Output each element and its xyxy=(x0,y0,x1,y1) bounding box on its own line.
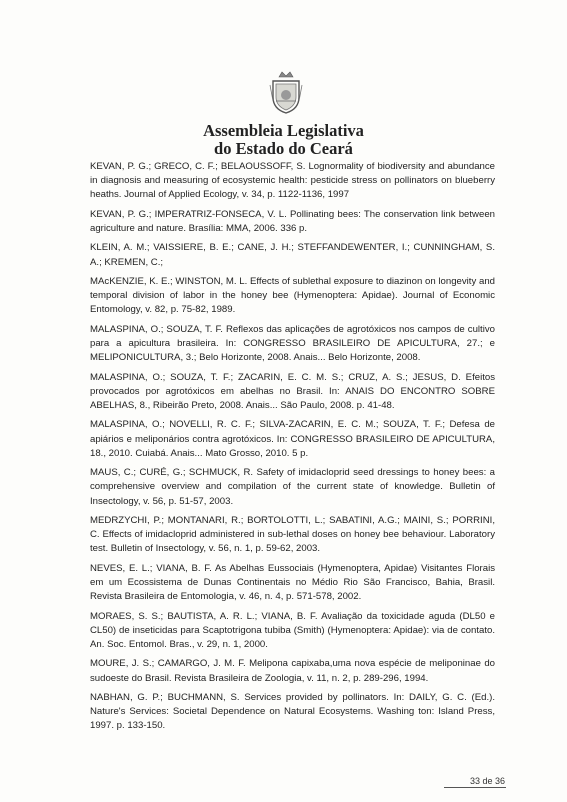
reference-entry: MALASPINA, O.; SOUZA, T. F. Reflexos das aplicações de agrotóxicos nos campos de cultivo para a apicultura brasileira. In: CONGRESSO BRASILEIRO DE APICULTURA, 27.; e MELIPONICULTURA, 3.; Belo Horizonte, 2008. Anais... Belo Horizonte, 2008. xyxy=(90,323,495,364)
reference-entry: KLEIN, A. M.; VAISSIERE, B. E.; CANE, J. H.; STEFFANDEWENTER, I.; CUNNINGHAM, S. A.; KREMEN, C.; xyxy=(90,242,495,268)
state-coat-of-arms-icon xyxy=(268,71,304,115)
page-number: 33 de 36 xyxy=(469,776,505,786)
reference-entry: MOURE, J. S.; CAMARGO, J. M. F. Melipona capixaba,uma nova espécie de meliponinae do sudoeste do Brasil. Revista Brasileira de Zoologia, v. 11, n. 2, p. 289-296, 1994. xyxy=(90,658,495,684)
reference-entry: MAcKENZIE, K. E.; WINSTON, M. L. Effects of sublethal exposure to diazinon on longevity and temporal division of labor in the honey bee (Hymenoptera: Apidae). Journal of Economic Entomology, v. 82, p. 75-82, 1989. xyxy=(90,275,495,316)
reference-entry: MEDRZYCHI, P.; MONTANARI, R.; BORTOLOTTI, L.; SABATINI, A.G.; MAINI, S.; PORRINI, C. Effects of imidacloprid administered in sub-lethal doses on honey bee behaviour. Laboratory test. Bulletin of Insectology, v. 56, n. 1, p. 59-62, 2003. xyxy=(90,514,495,555)
reference-entry: KEVAN, P. G.; IMPERATRIZ-FONSECA, V. L. Pollinating bees: The conservation link between agriculture and nature. Brasília: MMA, 2006. 336 p. xyxy=(90,208,495,234)
institution-name-line1: Assembleia Legislativa xyxy=(203,121,364,140)
reference-entry: MALASPINA, O.; NOVELLI, R. C. F.; SILVA-ZACARIN, E. C. M.; SOUZA, T. F.; Defesa de apiários e meliponários contra agrotóxicos. In: CONGRESSO BRASILEIRO DE APICULTURA, 18., 2010. Cuiabá. Anais... Mato Grosso, 2010. 5 p. xyxy=(90,419,495,459)
reference-entry: NABHAN, G. P.; BUCHMANN, S. Services provided by pollinators. In: DAILY, G. C. (Ed.). Nature's Services: Societal Dependence on Natural Ecosystems. Washing ton: Island Press, 1997. p. 133-150. xyxy=(90,691,495,732)
institution-name-line2: do Estado do Ceará xyxy=(214,139,353,158)
footer-rule xyxy=(444,787,506,788)
reference-entry: MALASPINA, O.; SOUZA, T. F.; ZACARIN, E. C. M. S.; CRUZ, A. S.; JESUS, D. Efeitos provocados por agrotóxicos em abelhas no Brasil. In: ANAIS DO ENCONTRO SOBRE ABELHAS, 8., Ribeirão Preto, 2008. Anais... São Paulo, 2008. p. 41-48. xyxy=(90,371,495,411)
reference-entry: MAUS, C.; CURÉ, G.; SCHMUCK, R. Safety of imidacloprid seed dressings to honey bees: a comprehensive overview and compilation of the current state of knowledge. Bulletin of Insectology, v. 56, p. 51-57, 2003. xyxy=(90,467,495,507)
reference-entry: NEVES, E. L.; VIANA, B. F. As Abelhas Eussociais (Hymenoptera, Apidae) Visitantes Florais em um Ecossistema de Dunas Continentais no Médio Rio São Francisco, Bahia, Brasil. Revista Brasileira de Entomologia, v. 46, n. 4, p. 571-578, 2002. xyxy=(90,562,495,603)
reference-entry: MORAES, S. S.; BAUTISTA, A. R. L.; VIANA, B. F. Avaliação da toxicidade aguda (DL50 e CL50) de inseticidas para Scaptotrigona tubiba (Smith) (Hymenoptera: Apidae): via de contato. An. Soc. Entomol. Bras., v. 29, n. 1, 2000. xyxy=(90,610,495,650)
reference-list xyxy=(90,160,495,739)
reference-entry: KEVAN, P. G.; GRECO, C. F.; BELAOUSSOFF, S. Lognormality of biodiversity and abundance in diagnosis and measuring of ecosystemic health: pesticide stress on pollinators on blueberry heaths. Journal of Applied Ecology, v. 34, p. 1122-1136, 1997 xyxy=(90,161,495,201)
